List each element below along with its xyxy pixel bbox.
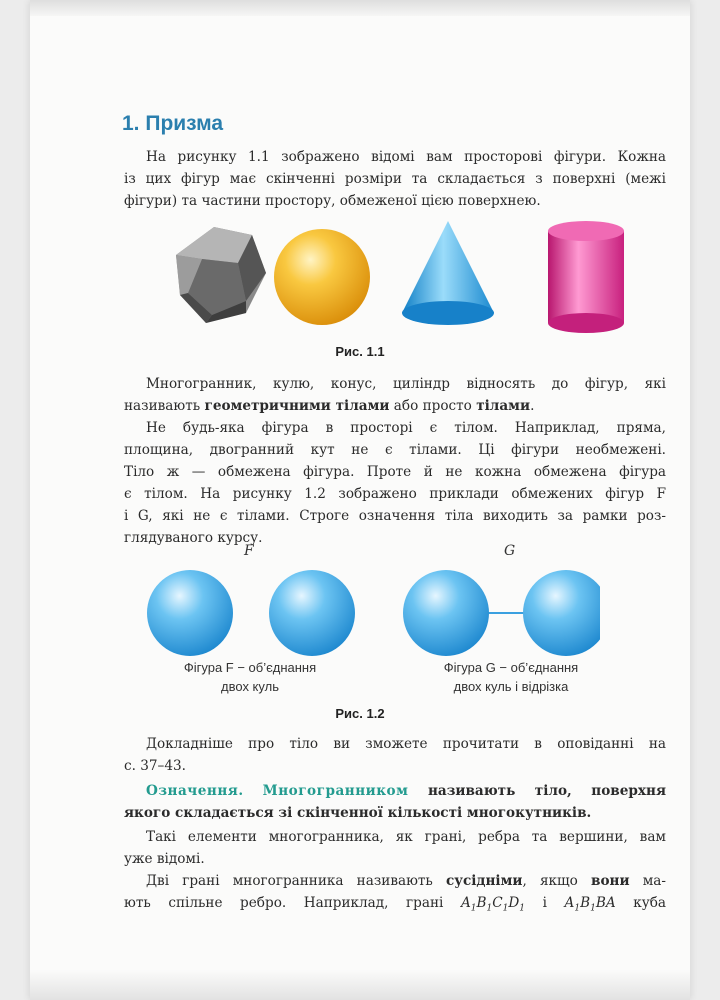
text-line: із цих фігур має скінченні розміри та складається з поверхні (межі bbox=[124, 171, 666, 187]
figure-1-1-caption: Рис. 1.1 bbox=[335, 344, 385, 359]
figure-g-caption-line2: двох куль і відрізка bbox=[453, 679, 569, 694]
figure-f-caption-line2: двох куль bbox=[221, 679, 279, 694]
sphere-f-right bbox=[269, 570, 355, 656]
text-run: ють спільне ребро. Наприклад, грані bbox=[124, 895, 461, 911]
figure-label-f: F bbox=[244, 543, 254, 559]
text-line: уже відомі. bbox=[124, 851, 205, 867]
definition-term: Многогранником bbox=[262, 783, 409, 799]
text-run: . bbox=[530, 398, 535, 414]
text-line: Такі елементи многогранника, як грані, ребра та вершини, вам bbox=[146, 829, 666, 845]
text-line bbox=[124, 802, 666, 824]
paragraph-bounded-figures bbox=[124, 417, 666, 549]
text-run: вони bbox=[591, 873, 630, 889]
term-geometric-bodies: геометричними тілами bbox=[204, 398, 390, 414]
text-line: Тіло ж — обмежена фігура. Проте й не кожна обмежена фігура bbox=[124, 464, 666, 480]
polyhedron-shape bbox=[176, 227, 266, 323]
text-line: фігури) та частини простору, обмеженої цією поверхнею. bbox=[124, 193, 541, 209]
face-label-2: $A_1B_1BA$ bbox=[564, 895, 616, 914]
definition-polyhedron bbox=[124, 780, 666, 824]
text-line: площина, двогранний кут не є тілами. Ці фігури необмежені. bbox=[124, 442, 666, 458]
text-line bbox=[124, 870, 666, 892]
figure-1-2-caption: Рис. 1.2 bbox=[335, 706, 385, 721]
text-run: куба bbox=[615, 895, 666, 911]
text-run: або просто bbox=[389, 398, 477, 414]
paragraph-further-reading bbox=[124, 733, 666, 777]
sphere-shape bbox=[274, 229, 370, 325]
text-run: Дві грані многогранника називають bbox=[146, 873, 446, 889]
text-line: Многогранник, кулю, конус, циліндр відносять до фігур, які bbox=[146, 376, 666, 392]
text-run: якого складається зі скінченної кількості многокутників. bbox=[124, 805, 592, 821]
cone-shape bbox=[402, 221, 494, 325]
sphere-f-left bbox=[147, 570, 233, 656]
text-line: Не будь-яка фігура в просторі є тілом. Наприклад, пряма, bbox=[146, 420, 666, 436]
figure-f-caption-line1: Фігура F − об’єднання bbox=[183, 660, 317, 675]
text-run: ма- bbox=[629, 873, 667, 889]
figure-1-2 bbox=[140, 565, 600, 661]
figure-1-1 bbox=[150, 215, 630, 335]
text-line bbox=[124, 892, 666, 920]
term-adjacent: сусідніми bbox=[446, 873, 523, 889]
paragraph-geometric-bodies bbox=[124, 373, 666, 417]
text-line bbox=[124, 395, 666, 417]
text-run: , якщо bbox=[522, 873, 592, 889]
text-line: є тілом. На рисунку 1.2 зображено приклади обмежених фігур F bbox=[124, 486, 666, 502]
text-line: і G, які не є тілами. Строге означення тіла виходить за рамки роз- bbox=[124, 508, 666, 524]
text-run: називають bbox=[124, 398, 205, 414]
page-bottom-shadow bbox=[30, 970, 690, 1000]
textbook-page bbox=[30, 0, 690, 1000]
text-run: і bbox=[525, 895, 565, 911]
figure-g-caption bbox=[396, 658, 626, 696]
paragraph-elements bbox=[124, 826, 666, 870]
text-run: називають тіло, поверхня bbox=[408, 783, 666, 799]
text-line: с. 37–43. bbox=[124, 758, 186, 774]
text-line: глядуваного курсу. bbox=[124, 530, 263, 546]
section-title: 1. Призма bbox=[122, 112, 224, 135]
text-line bbox=[124, 780, 666, 802]
definition-label: Означення. bbox=[146, 783, 244, 799]
cylinder-shape bbox=[548, 221, 624, 333]
page-top-shadow bbox=[30, 0, 690, 16]
paragraph-adjacent-faces bbox=[124, 870, 666, 920]
face-label-1: $A_1B_1C_1D_1$ bbox=[460, 895, 526, 914]
sphere-g-right bbox=[523, 570, 600, 656]
figure-f-caption bbox=[140, 658, 360, 696]
sphere-g-left bbox=[403, 570, 489, 656]
figure-g-caption-line1: Фігура G − об’єднання bbox=[443, 660, 579, 675]
text-line: Докладніше про тіло ви зможете прочитати в оповіданні на bbox=[146, 736, 666, 752]
paragraph-intro bbox=[124, 146, 666, 212]
figure-label-g: G bbox=[504, 543, 516, 559]
text-line: На рисунку 1.1 зображено відомі вам просторові фігури. Кожна bbox=[146, 149, 666, 165]
term-bodies: тілами bbox=[476, 398, 531, 414]
